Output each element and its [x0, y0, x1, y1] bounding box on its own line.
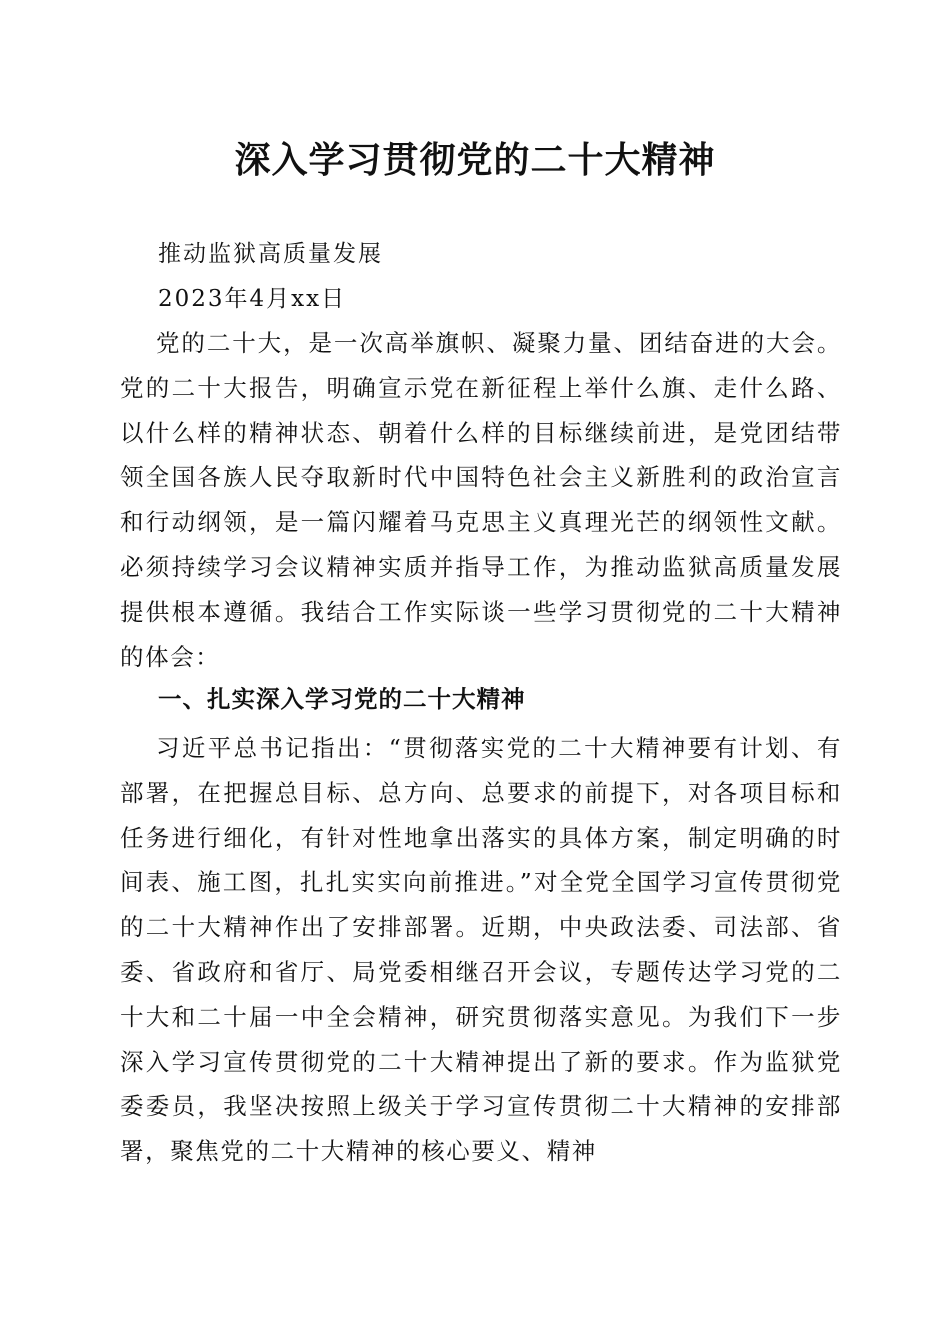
document-title: 深入学习贯彻党的二十大精神	[234, 139, 716, 181]
document-date: 2023年4月xx日	[158, 286, 347, 312]
body-paragraph-intro: 党的二十大，是一次高举旗帜、凝聚力量、团结奋进的大会。党的二十大报告，明确宣示党在新征程上举什么旗、走什么路、以什么样的精神状态、朝着什么样的目标继续前进，是党团结带领全国各族人民夺取新时代中国特色社会主义新胜利的政治宣言和行动纲领，是一篇闪耀着马克思主义真理光芒的纲领性文献。必须持续学习会议精神实质并指导工作，为推动监狱高质量发展提供根本遵循。我结合工作实际谈一些学习贯彻党的二十大精神的体会：	[120, 329, 842, 671]
section-heading-1: 一、扎实深入学习党的二十大精神	[158, 685, 526, 713]
document-subtitle: 推动监狱高质量发展	[158, 241, 383, 267]
body-paragraph-section-1: 习近平总书记指出：“贯彻落实党的二十大精神要有计划、有部署，在把握总目标、总方向、总要求的前提下，对各项目标和任务进行细化，有针对性地拿出落实的具体方案，制定明确的时间表、施工图，扎扎实实向前推进。”对全党全国学习宣传贯彻党的二十大精神作出了安排部署。近期，中央政法委、司法部、省委、省政府和省厅、局党委相继召开会议，专题传达学习党的二十大和二十届一中全会精神，研究贯彻落实意见。为我们下一步深入学习宣传贯彻党的二十大精神提出了新的要求。作为监狱党委委员，我坚决按照上级关于学习宣传贯彻二十大精神的安排部署，聚焦党的二十大精神的核心要义、精神	[120, 734, 842, 1166]
